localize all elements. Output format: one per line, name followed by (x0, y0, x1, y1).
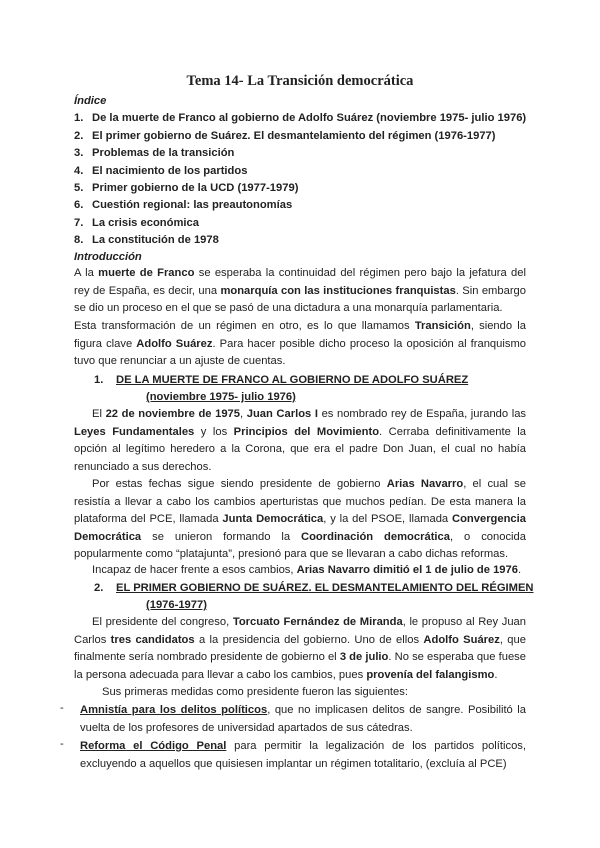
bullet-item (80, 738, 526, 773)
text-run-bold: Coordinación democrática (301, 530, 450, 543)
text-run-bold: provenía del falangismo (366, 668, 495, 681)
section-1-paragraph-2 (74, 476, 526, 564)
text-run-bold: Adolfo Suárez (136, 337, 213, 350)
text-run-bold: Principios del Movimiento (233, 425, 380, 438)
section-2-paragraph-2: Sus primeras medidas como presidente fueron las siguientes: (102, 686, 408, 698)
indice-item (74, 217, 544, 229)
text-run: , que no implicasen delitos de sangre. Posibilitó la vuelta de los profesores de universidad apartados de sus cátedras. (80, 704, 527, 734)
text-run-bold: Transición (414, 320, 471, 332)
text-run-bold: Convergencia Democrática (74, 513, 526, 543)
indice-text: La crisis económica (92, 217, 199, 229)
text-run: A la (74, 267, 99, 279)
text-run: Esta transformación de un régimen en otro, es lo que llamamos (74, 320, 415, 332)
indice-item (74, 234, 544, 246)
indice-item (74, 165, 544, 177)
text-run: . Sin embargo se dio un proceso en el que se pasó de una dictadura a una monarquía parlamentaria. (74, 284, 526, 315)
section-title: DE LA MUERTE DE FRANCO AL GOBIERNO DE ADOLFO SUÁREZ (116, 374, 469, 386)
text-run: se unieron formando la (141, 530, 302, 543)
intro-heading: Introducción (74, 251, 142, 263)
text-run-bold-underline: Reforma el Código Penal (80, 740, 227, 752)
text-run: . Cerraba definitivamente la opción al legítimo heredero a la Corona, que era el padre Don Juan, el cual no había renunciado a sus derechos. (74, 425, 526, 473)
text-run-bold: 3 de julio (339, 651, 389, 664)
indice-number: 2. (74, 130, 84, 142)
indice-text: De la muerte de Franco al gobierno de Adolfo Suárez (noviembre 1975- julio 1976) (92, 112, 527, 124)
indice-item (74, 199, 544, 211)
text-run-bold: muerte de Franco (98, 267, 195, 279)
text-run: se esperaba la continuidad del régimen pero bajo la jefatura del rey de España, es decir, una (74, 267, 526, 297)
text-run: , o conocida popularmente como “platajunta”, presionó para que se llevaran a cabo dichas reformas. (74, 530, 526, 561)
indice-item (74, 112, 544, 124)
indice-number: 8. (74, 234, 84, 246)
text-run: a la presidencia del gobierno. Uno de ellos (194, 633, 424, 646)
intro-paragraph-1 (74, 265, 526, 318)
indice-item (74, 130, 544, 142)
text-run: Incapaz de hacer frente a esos cambios, (92, 564, 297, 576)
indice-text: Problemas de la transición (92, 147, 235, 159)
text-run-bold: Torcuato Fernández de Miranda (232, 616, 403, 628)
section-1-paragraph-1 (74, 406, 526, 476)
section-number: 1. (94, 374, 104, 386)
indice-heading: Índice (74, 95, 107, 107)
text-run-bold: tres candidatos (110, 633, 195, 646)
bullet-dash: - (60, 702, 64, 714)
section-subtitle: (1976-1977) (146, 599, 207, 611)
text-run-bold-underline: Amnistía para los delitos políticos (80, 704, 268, 716)
text-run-bold: monarquía con las instituciones franquistas (220, 284, 456, 297)
text-run: , que finalmente sería nombrado presidente de gobierno el (74, 633, 526, 664)
indice-number: 7. (74, 217, 84, 229)
indice-item (74, 147, 544, 159)
text-run: , el cual se resistía a llevar a cabo los cambios aperturistas que muchos pedían. De esta manera la plataforma del PCE, llamada (74, 478, 526, 526)
section-subtitle: (noviembre 1975- julio 1976) (146, 391, 296, 403)
text-run: para permitir la legalización de los partidos políticos, excluyendo a aquellos que quisiesen implantar un régimen totalitario, (excluía al PCE) (80, 740, 526, 770)
text-run-bold: Leyes Fundamentales (74, 425, 195, 438)
section-number: 2. (94, 582, 104, 594)
text-run: es nombrado rey de España, jurando las (317, 408, 527, 420)
text-run-bold: Arias Navarro dimitió el 1 de julio de 1976 (296, 564, 518, 576)
bullet-item (80, 702, 526, 737)
section-1-paragraph-3 (74, 562, 526, 580)
indice-text: Cuestión regional: las preautonomías (92, 199, 293, 211)
text-run: , siendo la figura clave (74, 320, 527, 350)
text-run: El (92, 408, 106, 420)
indice-text: El nacimiento de los partidos (92, 165, 248, 177)
text-run: , (240, 408, 247, 420)
indice-text: Primer gobierno de la UCD (1977-1979) (92, 182, 299, 194)
text-run: y los (194, 425, 234, 438)
text-run-bold: Juan Carlos I (246, 408, 318, 420)
indice-text: La constitución de 1978 (92, 234, 219, 246)
text-run: , y la del PSOE, llamada (323, 513, 452, 526)
text-run-bold: Adolfo Suárez (423, 633, 500, 646)
text-run: Por estas fechas sigue siendo presidente de gobierno (92, 478, 387, 490)
text-run-bold: Junta Democrática (222, 513, 324, 526)
page-title: Tema 14- La Transición democrática (186, 73, 414, 89)
intro-paragraph-2 (74, 318, 526, 371)
text-run: . (517, 564, 522, 576)
section-title: EL PRIMER GOBIERNO DE SUÁREZ. EL DESMANTELAMIENTO DEL RÉGIMEN (116, 582, 534, 594)
text-run: El presidente del congreso, (92, 616, 233, 628)
text-run: . No se esperaba que fuese la persona adecuada para llevar a cabo los cambios, pues (74, 651, 526, 681)
text-run-bold: 22 de noviembre de 1975 (105, 408, 240, 420)
text-run: . Para hacer posible dicho proceso la oposición al franquismo tuvo que renunciar a un ajuste de cuentas. (74, 337, 526, 368)
indice-number: 5. (74, 182, 84, 194)
indice-text: El primer gobierno de Suárez. El desmantelamiento del régimen (1976-1977) (92, 130, 496, 142)
indice-number: 4. (74, 165, 84, 177)
indice-item (74, 182, 544, 194)
section-2-heading (94, 580, 536, 614)
bullet-dash: - (60, 738, 64, 750)
indice-number: 1. (74, 112, 84, 124)
text-run: . (494, 668, 498, 681)
text-run-bold: Arias Navarro (386, 478, 464, 490)
text-run: , le propuso al Rey Juan Carlos (74, 616, 527, 646)
section-2-paragraph-1 (74, 614, 526, 684)
indice-number: 6. (74, 199, 84, 211)
indice-number: 3. (74, 147, 84, 159)
section-1-heading (94, 372, 536, 406)
